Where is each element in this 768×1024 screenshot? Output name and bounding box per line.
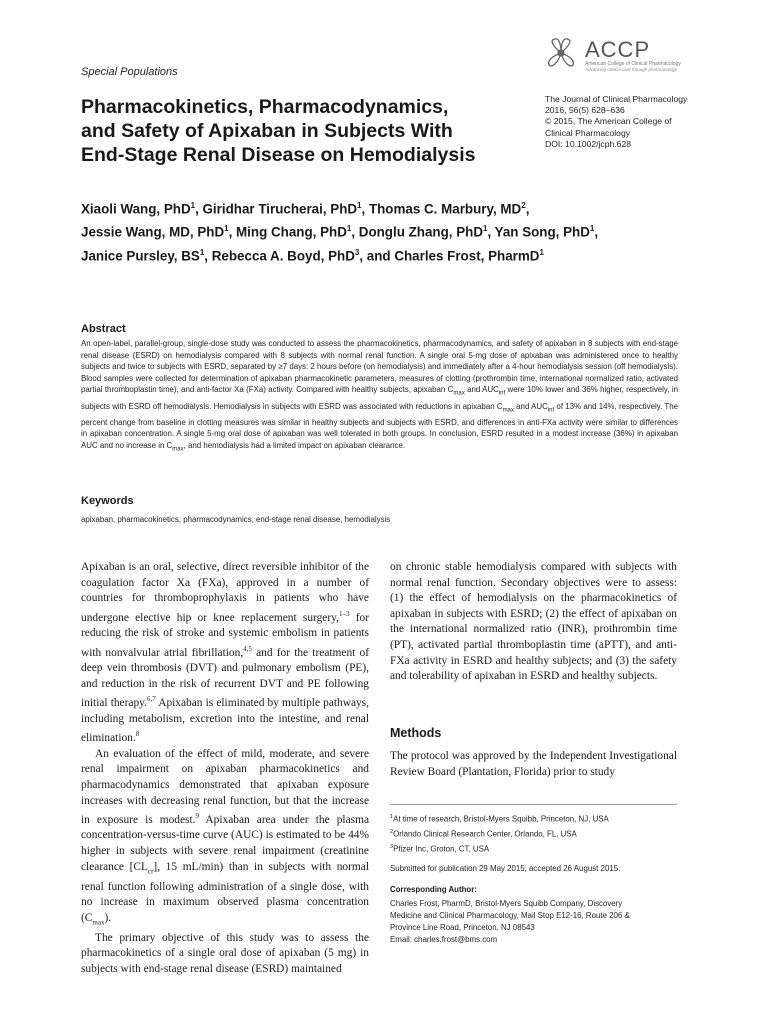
- author-line: Jessie Wang, MD, PhD$^1$, Ming Chang, PhD$^1$, Donglu Zhang, PhD$^1$, Yan Song, PhD$^1$,: [81, 224, 599, 240]
- author: Giridhar Tirucherai, PhD: [202, 201, 358, 217]
- affil-ref: 1: [190, 201, 196, 210]
- title-line: Pharmacokinetics, Pharmacodynamics,: [81, 96, 449, 118]
- footnote-divider: [390, 804, 677, 805]
- body-paragraph: An evaluation of the effect of mild, moderate, and severe renal impairment on apixaban pharmacokinetics and pharmacodynamics demonstrated that apixaban exposure increases with decreasing renal function, but that the increase in exposure is modest.$^9$ Apixaban area under the plasma concentration-versus-time curve (AUC) is estimated to be 44% higher in subjects with severe renal impairment (creatinine clearance $[CL_{cr}]$, 15 mL/min) than in subjects with normal renal function following administration of a single dose, with no increase in maximum observed plasma concentration $(C_{max})$.: [81, 747, 370, 927]
- journal-copyright: © 2015, The American College of: [545, 116, 672, 127]
- affil-ref: 3: [354, 247, 360, 257]
- affil-ref: 1: [539, 247, 544, 257]
- author-line: Xiaoli Wang, PhD$^1$, Giridhar Tirucherai, PhD$^1$, Thomas C. Marbury, $MD^2$,: [81, 201, 530, 217]
- corresponding-author-heading: Corresponding Author:: [390, 885, 477, 894]
- author: Ming Chang, PhD: [236, 224, 347, 240]
- conjunction: and: [366, 248, 391, 264]
- affil-ref: 1: [346, 224, 352, 234]
- affil-ref: 2: [521, 201, 526, 210]
- journal-copyright-holder: Clinical Pharmacology: [545, 127, 631, 138]
- title-line: and Safety of Apixaban in Subjects With: [81, 120, 453, 142]
- journal-volume: 2016, 56(5) 628–636: [545, 105, 625, 116]
- logo-tagline: Advancing clinical care through pharmacology: [585, 67, 677, 72]
- abstract-heading: Abstract: [81, 323, 126, 335]
- author: Xiaoli Wang, PhD: [81, 201, 191, 217]
- author: Charles Frost, PharmD: [394, 248, 540, 264]
- methods-heading: Methods: [390, 726, 442, 740]
- keywords-text: apixaban, pharmacokinetics, pharmacodynamics, end-stage renal disease, hemodialysis: [81, 515, 391, 524]
- corr-email[interactable]: Email: charles.frost@bms.com: [390, 935, 498, 944]
- affil-ref: 1: [357, 201, 362, 210]
- author: Yan Song, PhD: [494, 224, 590, 240]
- author: Thomas C. Marbury, MD: [368, 201, 522, 217]
- citation-ref[interactable]: 9: [195, 812, 199, 821]
- accp-logo-icon: [543, 36, 579, 70]
- author-list: [81, 196, 701, 266]
- author: Janice Pursley, BS: [81, 248, 200, 264]
- affil-ref: 1: [589, 224, 595, 234]
- body-paragraph: Apixaban is an oral, selective, direct reversible inhibitor of the coagulation factor Xa (FXa), approved in a number of countries for thromboprophylaxis in patients who have undergone elective hip or knee replacement surgery,$^{1-3}$ for reducing the risk of stroke and systemic embolism in patients with nonvalvular atrial fibrillation,$^{4,5}$ and for the treatment of deep vein thrombosis (DVT) and pulmonary embolism (PE), and reduction in the risk of recurrent DVT and PE following initial therapy.$^{6,7}$ Apixaban is eliminated by multiple pathways, including metabolism, excretion into the intestine, and renal elimination.$^8$: [81, 561, 370, 745]
- citation-ref[interactable]: 6,7: [146, 695, 156, 704]
- abstract-text: An open-label, parallel-group, single-dose study was conducted to assess the pharmacokinetics, pharmacodynamics, and safety of apixaban in 8 subjects with end-stage renal disease (ESRD) on hemodialysis compared with 8 subjects with normal renal function. A single oral 5-mg dose of apixaban was administered once to healthy subjects and twice to subjects with ESRD, separated by ≥7 days: 2 hours before (on hemodialysis) and immediately after a 4-hour hemodialysis session (off hemodialysis). Blood samples were collected for determination of apixaban pharmacokinetic parameters, measures of clotting (prothrombin time, international normalized ratio, activated partial thromboplastin time), and anti-factor Xa (FXa) activity. Compared with healthy subjects, apixaban $C_{max}$ and $AUC_{inf}$ were 10% lower and 36% higher, respectively, in subjects with ESRD off hemodialysis. Hemodialysis in subjects with ESRD was associated with reductions in apixaban $C_{max}$ and $AUC_{inf}$ of 13% and 14%, respectively. The percent change from baseline in clotting measures was similar in healthy subjects and subjects with ESRD, and differences in anti-FXa activity were similar to differences in apixaban concentration. A single 5-mg oral dose of apixaban was well tolerated in both groups. In conclusion, ESRD resulted in a modest increase (36%) in apixaban AUC and no increase in $C_{max}$, and hemodialysis had a limited impact on apixaban clearance.: [81, 339, 678, 453]
- corr-line: Charles Frost, PharmD, Bristol-Myers Squibb Company, Discovery: [390, 899, 623, 908]
- body-left-column: [81, 560, 369, 977]
- title-line: End-Stage Renal Disease on Hemodialysis: [81, 144, 476, 166]
- submission-dates: Submitted for publication 29 May 2015; accepted 26 August 2015.: [390, 864, 621, 873]
- author: Jessie Wang, MD, PhD: [81, 224, 225, 240]
- citation-ref[interactable]: 4,5: [243, 644, 252, 653]
- affil-ref: 1: [199, 247, 205, 257]
- corr-line: Province Line Road, Princeton, NJ 08543: [390, 923, 535, 932]
- affil-ref: 1: [224, 224, 229, 234]
- methods-text: [390, 749, 677, 780]
- author: Rebecca A. Boyd, PhD: [211, 248, 355, 264]
- corresponding-author-details: [390, 898, 690, 946]
- affiliation: $^3$Pfizer Inc, Groton, CT, USA: [390, 844, 490, 854]
- affiliation: $^2$Orlando Clinical Research Center, Orlando, FL, USA: [390, 829, 577, 839]
- journal-name: The Journal of Clinical Pharmacology: [545, 94, 688, 104]
- affil-ref: 1: [483, 224, 488, 234]
- citation-ref[interactable]: 8: [135, 730, 140, 739]
- corr-line: Medicine and Clinical Pharmacology, Mail Stop E12-16, Route 206 &: [390, 911, 630, 920]
- citation-ref[interactable]: 1–3: [338, 609, 350, 618]
- body-paragraph: on chronic stable hemodialysis compared with subjects with normal renal function. Secondary objectives were to assess: (1) the effect of hemodialysis on the pharmacokinetics of apixaban in subjects with ESRD; (2) the effect of apixaban on the international normalized ratio (INR), prothrombin time (PT), activated partial thromboplastin time (aPTT), and anti-FXa activity in ESRD and healthy subjects; and (3) the safety and tolerability of apixaban in ESRD and healthy subjects.: [390, 561, 677, 683]
- body-right-column: [390, 560, 677, 685]
- body-paragraph: The primary objective of this study was to assess the pharmacokinetics of a single oral dose of apixaban (5 mg) in subjects with end-stage renal disease (ESRD) maintained: [81, 931, 369, 975]
- body-paragraph: The protocol was approved by the Independent Investigational Review Board (Plantation, Florida) prior to study: [390, 750, 677, 778]
- affiliation: $^1$At time of research, Bristol-Myers Squibb, Princeton, NJ, USA: [390, 814, 609, 824]
- article-title: [81, 95, 511, 167]
- author-line: Janice Pursley, $BS^1$, Rebecca A. Boyd, PhD$^3$, and Charles Frost, PharmD$^1$: [81, 247, 544, 264]
- affiliations: [390, 811, 690, 856]
- logo-text: ACCP: [585, 37, 651, 62]
- keywords-heading: Keywords: [81, 495, 134, 507]
- logo-subtitle: American College of Clinical Pharmacology: [585, 61, 681, 67]
- journal-info: [545, 94, 695, 150]
- journal-doi[interactable]: DOI: 10.1002/jcph.628: [545, 138, 631, 149]
- author: Donglu Zhang, PhD: [358, 224, 483, 240]
- section-label: Special Populations: [81, 66, 178, 78]
